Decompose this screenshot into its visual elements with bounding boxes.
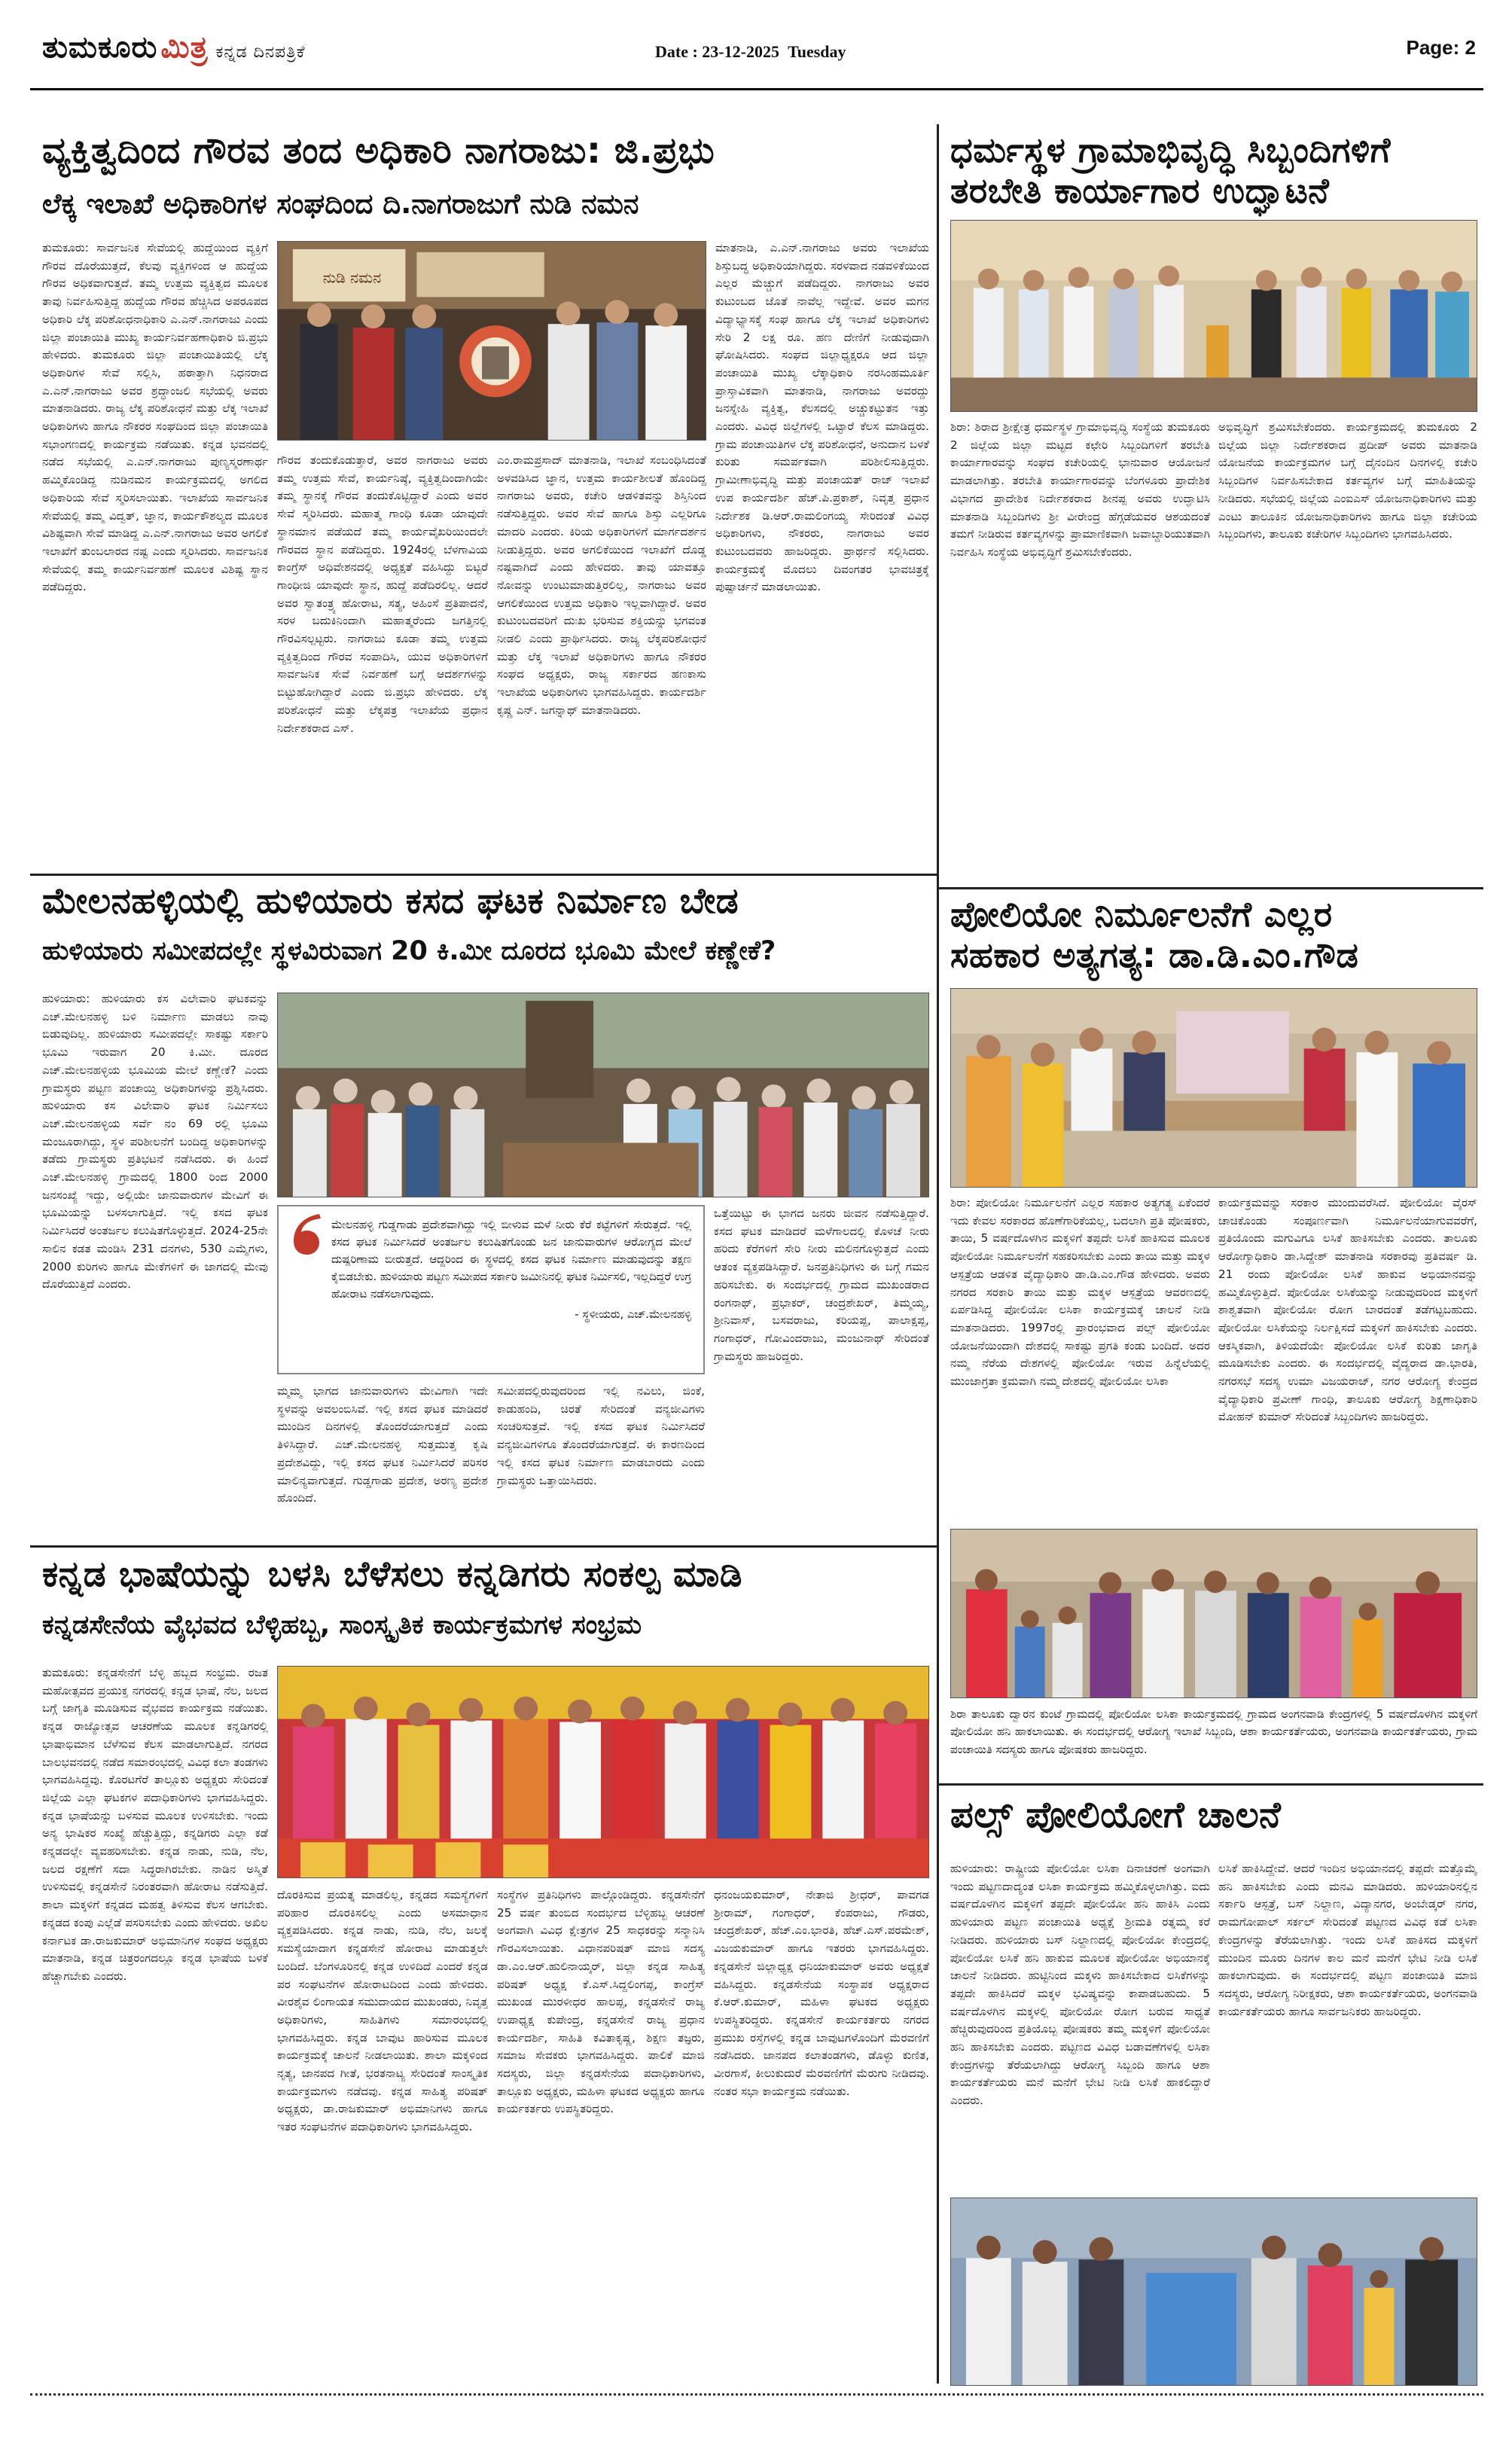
section-divider <box>939 887 1483 889</box>
photo-pulse-polio-launch <box>950 2198 1477 2386</box>
photo-caption: ಶಿರಾ ತಾಲೂಕು ದ್ವಾರನ ಕುಂಟೆ ಗ್ರಾಮದಲ್ಲಿ ಪೋಲಿಯೋ ಲಸಿಕಾ ಕಾರ್ಯಕ್ರಮದಲ್ಲಿ ಗ್ರಾಮದ ಅಂಗನವಾಡಿ ಕೇಂದ್ರಗಳಲ್ಲಿ 5 ವರ್ಷದೊಳಗಿನ ಮಕ್ಕಳಿಗೆ ಪೋಲಿಯೋ ಹನಿ ಹಾಕಲಾಯಿತು. ಈ ಸಂದರ್ಭದಲ್ಲಿ ಆರೋಗ್ಯ ಇಲಾಖೆ ಸಿಬ್ಬಂದಿ, ಆಶಾ ಕಾರ್ಯಕರ್ತೆಯರು, ಅಂಗನವಾಡಿ ಕಾರ್ಯಕರ್ತೆಯರು, ಗ್ರಾಮ ಪಂಚಾಯಿತಿ ಸದಸ್ಯರು ಹಾಗೂ ಪೋಷಕರು ಹಾಜರಿದ್ದರು. <box>950 1707 1477 1756</box>
article-column: ಸಮೀಪದಲ್ಲಿರುವುದರಿಂದ ಇಲ್ಲಿ ನವಿಲು, ಜಿಂಕೆ, ಕಾಡುಹಂದಿ, ಚಿರತೆ ಸೇರಿದಂತೆ ವನ್ಯಜೀವಿಗಳು ಸಂಚರಿಸುತ್ತವೆ. ಇಲ್ಲಿ ಕಸದ ಘಟಕ ನಿರ್ಮಿಸಿದರೆ ವನ್ಯಜೀವಿಗಳಿಗೂ ತೊಂದರೆಯಾಗುತ್ತದೆ. ಈ ಕಾರಣದಿಂದ ಇಲ್ಲಿ ಕಸದ ಘಟಕ ನಿರ್ಮಾಣ ಮಾಡಬಾರದು ಎಂದು ಗ್ರಾಮಸ್ಥರು ಒತ್ತಾಯಿಸಿದರು. <box>497 1384 705 1487</box>
article-column: ಶಿರಾ: ಪೋಲಿಯೋ ನಿರ್ಮೂಲನೆಗೆ ಎಲ್ಲರ ಸಹಕಾರ ಅತ್ಯಗತ್ಯ ಏಕೆಂದರೆ ಇದು ಕೇವಲ ಸರಕಾರದ ಹೊಣೆಗಾರಿಕೆಯಲ್ಲ, ಬದಲಾಗಿ ಪ್ರತಿ ಪೋಷಕರು, ತಾಯಿ, 5 ವರ್ಷದೊಳಗಿನ ಮಕ್ಕಳಿಗೆ ತಪ್ಪದೇ ಲಸಿಕೆ ಹಾಕಿಸುವ ಮೂಲಕ ಪೋಲಿಯೋ ನಿರ್ಮೂಲನೆಗೆ ಸಹಕರಿಸಬೇಕು ಎಂದು ತಾಯಿ ಮತ್ತು ಮಕ್ಕಳ ಆಸ್ಪತ್ರೆಯ ಆಡಳಿತ ವೈದ್ಯಾಧಿಕಾರಿ ಡಾ.ಡಿ.ಎಂ.ಗೌಡ ಹೇಳಿದರು. ಅವರು ನಗರದ ಸರಕಾರಿ ತಾಯಿ ಮತ್ತು ಮಕ್ಕಳ ಆಸ್ಪತ್ರೆಯ ಆವರಣದಲ್ಲಿ ಏರ್ಪಡಿಸಿದ್ದ ಪೋಲಿಯೋ ಲಸಿಕಾ ಕಾರ್ಯಕ್ರಮಕ್ಕೆ ಚಾಲನೆ ನೀಡಿ ಮಾತನಾಡಿದರು. 1997ರಲ್ಲಿ ಪ್ರಾರಂಭವಾದ ಪಲ್ಸ್ ಪೋಲಿಯೋ ಯೋಜನೆಯಿಂದಾಗಿ ದೇಶದಲ್ಲಿ ಸಾಕಷ್ಟು ಪ್ರಗತಿ ಕಂಡು ಬಂದಿದೆ. ಅದರ ನಮ್ಮ ನೆರೆಯ ದೇಶಗಳಲ್ಲಿ ಪೋಲಿಯೋ ಇರುವ ಹಿನ್ನೆಲೆಯಲ್ಲಿ ಮುಂಜಾಗ್ರತಾ ಕ್ರಮವಾಗಿ ನಮ್ಮ ದೇಶದಲ್ಲಿ ಪೋಲಿಯೋ ಲಸಿಕಾ <box>950 1196 1210 1389</box>
article-headline <box>950 130 1477 212</box>
article-column: ಲಸಿಕೆ ಹಾಕಿಸಿದ್ದೇವೆ. ಆದರೆ ಇಂದಿನ ಅಭಿಯಾನದಲ್ಲಿ ತಪ್ಪದೇ ಮತ್ತೊಮ್ಮೆ ಹನಿ ಹಾಕಿಸಬೇಕು ಎಂದು ಮನವಿ ಮಾಡಿದರು. ಹುಳಿಯಾರಿನಲ್ಲಿನ ಸರ್ಕಾರಿ ಆಸ್ಪತ್ರೆ, ಬಸ್ ನಿಲ್ದಾಣ, ವಿದ್ಯಾನಗರ, ಅಂಬೇಡ್ಕರ್ ನಗರ, ರಾಮಗೋಪಾಲ್ ಸರ್ಕಲ್ ಸೇರಿದಂತೆ ಪಟ್ಟಣದ ವಿವಿಧ ಕಡೆ ಲಸಿಕಾ ಕೇಂದ್ರಗಳನ್ನು ತೆರೆಯಲಾಗಿತ್ತು. ಇಂದು ಲಸಿಕೆ ಹಾಕಿಸದ ಮಕ್ಕಳಿಗೆ ಮುಂದಿನ ಮೂರು ದಿನಗಳ ಕಾಲ ಮನೆ ಮನೆಗೆ ಭೇಟಿ ನೀಡಿ ಲಸಿಕೆ ಹಾಕಲಾಗುವುದು. ಈ ಸಂದರ್ಭದಲ್ಲಿ ಪಟ್ಟಣ ಪಂಚಾಯಿತಿ ಮಾಜಿ ಸದಸ್ಯರು, ಆರೋಗ್ಯ ನಿರೀಕ್ಷಕರು, ಆಶಾ ಕಾರ್ಯಕರ್ತೆಯರು, ಅಂಗನವಾಡಿ ಕಾರ್ಯಕರ್ತೆಯರು ಹಾಗೂ ಸಾರ್ವಜನಿಕರು ಹಾಜರಿದ್ದರು. <box>1218 1862 1477 2018</box>
headline-line: ಧರ್ಮಸ್ಥಳ ಗ್ರಾಮಾಭಿವೃದ್ಧಿ ಸಿಬ್ಬಂದಿಗಳಿಗೆ <box>950 130 1391 170</box>
quote-mark-icon <box>289 1211 325 1256</box>
article-column: ಹುಳಿಯಾರು: ರಾಷ್ಟ್ರೀಯ ಪೋಲಿಯೋ ಲಸಿಕಾ ದಿನಾಚರಣೆ ಅಂಗವಾಗಿ ಇಂದು ಪಟ್ಟಣದಾದ್ಯಂತ ಲಸಿಕಾ ಕಾರ್ಯಕ್ರಮ ಹಮ್ಮಿಕೊಳ್ಳಲಾಗಿತ್ತು. ಐದು ವರ್ಷದೊಳಗಿನ ಮಕ್ಕಳಿಗೆ ತಪ್ಪದೇ ಪೋಲಿಯೋ ಹನಿ ಹಾಕಿಸಿ ಎಂದು ಹುಳಿಯಾರು ಪಟ್ಟಣ ಪಂಚಾಯಿತಿ ಅಧ್ಯಕ್ಷೆ ಶ್ರೀಮತಿ ರತ್ನಮ್ಮ ಕರೆ ನೀಡಿದರು. ಹುಳಿಯಾರು ಬಸ್ ನಿಲ್ದಾಣದಲ್ಲಿ ಪೋಲಿಯೋ ಕೇಂದ್ರದಲ್ಲಿ ಪೋಲಿಯೋ ಲಸಿಕೆ ಹನಿ ಹಾಕುವ ಮೂಲಕ ಪೋಲಿಯೋ ಅಭಿಯಾನಕ್ಕೆ ಚಾಲನೆ ನೀಡಿದರು. ಹುಟ್ಟಿನಿಂದ ಮಕ್ಕಳು ಹಾಕಿಸಬೇಕಾದ ಲಸಿಕೆಗಳನ್ನು ತಪ್ಪದೇ ಹಾಕಿಸಿದರೆ ಮಕ್ಕಳ ಭವಿಷ್ಯವನ್ನು ಕಾಪಾಡಬಹುದು. 5 ವರ್ಷದೊಳಗಿನ ಮಕ್ಕಳಲ್ಲಿ ಪೋಲಿಯೋ ರೋಗ ಬರುವ ಸಾಧ್ಯತೆ ಹೆಚ್ಚಿರುವುದರಿಂದ ಪ್ರತಿಯೊಬ್ಬ ಪೋಷಕರು ತಮ್ಮ ಮಕ್ಕಳಿಗೆ ಪೋಲಿಯೋ ಹನಿ ಹಾಕಿಸಬೇಕು ಎಂದರು. ಪಟ್ಟಣದ ವಿವಿಧ ಬಡಾವಣೆಗಳಲ್ಲಿ ಲಸಿಕಾ ಕೇಂದ್ರಗಳನ್ನು ತೆರೆಯಲಾಗಿದ್ದು ಆರೋಗ್ಯ ಸಿಬ್ಬಂದಿ ಹಾಗೂ ಆಶಾ ಕಾರ್ಯಕರ್ತೆಯರು ಮನೆ ಮನೆಗೆ ಭೇಟಿ ನೀಡಿ ಲಸಿಕೆ ಹಾಕಲಿದ್ದಾರೆ ಎಂದರು. <box>950 1862 1210 2108</box>
photo-kannada-sene-felicitation <box>277 1666 929 1878</box>
article-column: ಅಭಿವೃದ್ಧಿಗೆ ಶ್ರಮಿಸಬೇಕೆಂದರು. ಕಾರ್ಯಕ್ರಮದಲ್ಲಿ ತುಮಕೂರು 2 ಜಿಲ್ಲೆಯ ಜಿಲ್ಲಾ ನಿರ್ದೇಶಕರಾದ ಪ್ರದೀಪ್ ಅವರು ಮಾತನಾಡಿ ಯೋಜನೆಯ ಕಾರ್ಯಕ್ರಮಗಳ ಬಗ್ಗೆ ದೈನಂದಿನ ದಿನಗಳಲ್ಲಿ ಕಚೇರಿ ಸಿಬ್ಬಂದಿಗಳ ನಿರ್ವಹಿಸಬೇಕಾದ ಕರ್ತವ್ಯಗಳ ಬಗ್ಗೆ ಮಾಹಿತಿಯನ್ನು ನೀಡಿದರು. ಸಭೆಯಲ್ಲಿ ಜಿಲ್ಲೆಯ ಎಂಐಎಸ್ ಯೋಜನಾಧಿಕಾರಿಗಳು ಮತ್ತು ಎಂಟು ತಾಲೂಕಿನ ಯೋಜನಾಧಿಕಾರಿಗಳು ಹಾಗೂ ಜಿಲ್ಲಾ ಕಚೇರಿಯ ಸಿಬ್ಬಂದಿಗಳು, ತಾಲೂಕು ಕಚೇರಿಗಳ ಸಿಬ್ಬಂದಿಗಳು ಭಾಗವಹಿಸಿದರು. <box>1218 420 1477 541</box>
banner-text: ನುಡಿ ನಮನ <box>322 269 382 287</box>
photo-polio-launch <box>950 988 1477 1188</box>
date-label: Date : 23-12-2025 <box>655 42 779 61</box>
article-subheadline: ಹುಳಿಯಾರು ಸಮೀಪದಲ್ಲೇ ಸ್ಥಳವಿರುವಾಗ 20 ಕಿ.ಮೀ ದೂರದ ಭೂಮಿ ಮೇಲೆ ಕಣ್ಣೇಕೆ? <box>42 936 776 966</box>
masthead <box>30 0 1483 90</box>
article-column: ಮಾತನಾಡಿ, ಎ.ಎನ್.ನಾಗರಾಜು ಅವರು ಇಲಾಖೆಯ ಶಿಸ್ತುಬದ್ಧ ಅಧಿಕಾರಿಯಾಗಿದ್ದರು. ಸರಳವಾದ ನಡವಳಿಕೆಯಿಂದ ಎಲ್ಲರ ಮೆಚ್ಚುಗೆ ಪಡೆದಿದ್ದರು. ನಾಗರಾಜು ಅವರ ಕುಟುಂಬದ ಜೊತೆ ನಾವೆಲ್ಲ ಇದ್ದೇವೆ. ಅವರ ಮಗನ ವಿದ್ಯಾಭ್ಯಾಸಕ್ಕೆ ಸಂಘ ಹಾಗೂ ಲೆಕ್ಕ ಇಲಾಖೆ ಅಧಿಕಾರಿಗಳು ಸೇರಿ 2 ಲಕ್ಷ ರೂ. ಹಣ ದೇಣಿಗೆ ನೀಡುವುದಾಗಿ ಘೋಷಿಸಿದರು. ಸಂಘದ ಜಿಲ್ಲಾಧ್ಯಕ್ಷರೂ ಆದ ಜಿಲ್ಲಾ ಪಂಚಾಯಿತಿ ಮುಖ್ಯ ಲೆಕ್ಕಾಧಿಕಾರಿ ನರಸಿಂಹಮೂರ್ತಿ ಪ್ರಾಸ್ತಾವಿಕವಾಗಿ ಮಾತನಾಡಿ, ನಾಗರಾಜು ಅವರದ್ದು ಜನಸ್ನೇಹಿ ವ್ಯಕ್ತಿತ್ವ, ಕೆಲಸದಲ್ಲಿ ಅಚ್ಚುಕಟ್ಟುತನ ಇತ್ತು ಎಂದರು. ವಿವಿಧ ಜಿಲ್ಲೆಗಳಲ್ಲಿ ಒಟ್ಟಾರೆ ಕೆಲಸ ಮಾಡಿದ್ದರು. ಗ್ರಾಮ ಪಂಚಾಯಿತಿಗಳ ಲೆಕ್ಕ ಪರಿಶೋಧನೆ, ಅನುದಾನ ಬಳಕೆ ಕುರಿತು ಸಮರ್ಪಕವಾಗಿ ಪರಿಶೀಲಿಸುತ್ತಿದ್ದರು. ಗ್ರಾಮೀಣಾಭಿವೃದ್ಧಿ ಮತ್ತು ಪಂಚಾಯತ್ ರಾಜ್ ಇಲಾಖೆ ಉಪ ಕಾರ್ಯದರ್ಶಿ ಹೆಚ್.ಪಿ.ಪ್ರಕಾಶ್, ನಿವೃತ್ತ ಪ್ರಧಾನ ನಿರ್ದೇಶಕ ಡಿ.ಆರ್.ರಾಮಲಿಂಗಯ್ಯ ಸೇರಿದಂತೆ ವಿವಿಧ ಅಧಿಕಾರಿಗಳು, ನೌಕರರು, ನಾಗರಾಜು ಅವರ ಕುಟುಂಬದವರು ಹಾಜರಿದ್ದರು. ಪ್ರಾರ್ಥನೆ ಸಲ್ಲಿಸಿದರು. ಕಾರ್ಯಕ್ರಮಕ್ಕೆ ಮೊದಲು ದಿವಂಗತರ ಭಾವಚಿತ್ರಕ್ಕೆ ಪುಷ್ಪಾರ್ಚನೆ ಮಾಡಲಾಯಿತು. <box>715 241 929 594</box>
newspaper-subtitle: ಕನ್ನಡ ದಿನಪತ್ರಿಕೆ <box>215 43 306 62</box>
article-column: ಹುಳಿಯಾರು: ಹುಳಿಯಾರು ಕಸ ವಿಲೇವಾರಿ ಘಟಕವನ್ನು ಎಚ್.ಮೇಲನಹಳ್ಳಿ ಬಳಿ ನಿರ್ಮಾಣ ಮಾಡಲು ನಾವು ಬಿಡುವುದಿಲ್ಲ. ಹುಳಿಯಾರು ಸಮೀಪದಲ್ಲೇ ಸಾಕಷ್ಟು ಸರ್ಕಾರಿ ಭೂಮಿ ಇರುವಾಗ 20 ಕಿ.ಮೀ. ದೂರದ ಎಚ್.ಮೇಲನಹಳ್ಳಿಯ ಭೂಮಿಯ ಮೇಲೆ ಕಣ್ಣೇಕೆ? ಎಂದು ಗ್ರಾಮಸ್ಥರು ಪಟ್ಟಣ ಪಂಚಾಯ್ತಿ ಅಧಿಕಾರಿಗಳನ್ನು ಪ್ರಶ್ನಿಸಿದರು. ಹುಳಿಯಾರು ಕಸ ವಿಲೇವಾರಿ ಘಟಕ ನಿರ್ಮಿಸಲು ಎಚ್.ಮೇಲನಹಳ್ಳಿಯ ಸರ್ವೆ ನಂ 69 ರಲ್ಲಿ ಭೂಮಿ ಮಂಜೂರಾಗಿದ್ದು, ಸ್ಥಳ ಪರಿಶೀಲನೆಗೆ ಬಂದಿದ್ದ ಅಧಿಕಾರಿಗಳನ್ನು ತಡೆದು ಗ್ರಾಮಸ್ಥರು ಪ್ರತಿಭಟನೆ ನಡೆಸಿದರು. ಈ ಹಿಂದೆ ಎಚ್.ಮೇಲನಹಳ್ಳಿ ಗ್ರಾಮದಲ್ಲಿ 1800 ರಿಂದ 2000 ಜನಸಂಖ್ಯೆ ಇದ್ದು, ಅಲ್ಲಿಯೇ ಜಾನುವಾರುಗಳ ಮೇವಿಗೆ ಈ ಭೂಮಿಯನ್ನು ಬಳಸಲಾಗುತ್ತಿದೆ. ಇಲ್ಲಿ ಕಸದ ಘಟಕ ನಿರ್ಮಿಸಿದರೆ ಅಂತರ್ಜಲ ಕಲುಷಿತಗೊಳ್ಳುತ್ತದೆ. 2024-25ನೇ ಸಾಲಿನ ಕಡತ ಮಂಡಿಸಿ 231 ದನಗಳು, 530 ಎಮ್ಮೆಗಳು, 2000 ಕುರಿಗಳು ಹಾಗೂ ಮೇಕೆಗಳಿಗೆ ಈ ಜಾಗದಲ್ಲಿ ಮೇವು ದೊರೆಯುತ್ತಿದೆ ಎಂದರು. <box>42 992 268 1292</box>
photo-tribute-ceremony <box>277 241 706 441</box>
article-column: ದೊರಕಿಸುವ ಪ್ರಯತ್ನ ಮಾಡಲಿಲ್ಲ, ಕನ್ನಡದ ಸಮಸ್ಯೆಗಳಿಗೆ ಪರಿಹಾರ ದೊರಕಿಸಲಿಲ್ಲ ಎಂದು ಅಸಮಾಧಾನ ವ್ಯಕ್ತಪಡಿಸಿದರು. ಕನ್ನಡ ನಾಡು, ನುಡಿ, ನೆಲ, ಜಲಕ್ಕೆ ಸಮಸ್ಯೆಯಾದಾಗ ಕನ್ನಡಸೇನೆ ಹೋರಾಟ ಮಾಡುತ್ತಲೇ ಬಂದಿದೆ. ಬೆಂಗಳೂರಿನಲ್ಲಿ ಕನ್ನಡ ಉಳಿದಿದೆ ಎಂದರೆ ಕನ್ನಡ ಪರ ಸಂಘಟನೆಗಳ ಹೋರಾಟದಿಂದ ಎಂದು ಹೇಳಿದರು. ವೀರಶೈವ ಲಿಂಗಾಯತ ಸಮುದಾಯದ ಮುಖಂಡರು, ನಿವೃತ್ತ ಅಧಿಕಾರಿಗಳು, ಸಾಹಿತಿಗಳು ಸಮಾರಂಭದಲ್ಲಿ ಭಾಗವಹಿಸಿದ್ದರು. ಕನ್ನಡ ಬಾವುಟ ಹಾರಿಸುವ ಮೂಲಕ ಕಾರ್ಯಕ್ರಮಕ್ಕೆ ಚಾಲನೆ ನೀಡಲಾಯಿತು. ಶಾಲಾ ಮಕ್ಕಳಿಂದ ನೃತ್ಯ, ಜಾನಪದ ಗೀತೆ, ಭರತನಾಟ್ಯ ಸೇರಿದಂತೆ ಸಾಂಸ್ಕೃತಿಕ ಕಾರ್ಯಕ್ರಮಗಳು ನಡೆದವು. ಕನ್ನಡ ಸಾಹಿತ್ಯ ಪರಿಷತ್ ಅಧ್ಯಕ್ಷರು, ಡಾ.ರಾಜಕುಮಾರ್ ಅಭಿಮಾನಿಗಳು ಹಾಗೂ ಇತರ ಸಂಘಟನೆಗಳ ಪದಾಧಿಕಾರಿಗಳು ಭಾಗವಹಿಸಿದ್ದರು. <box>277 1888 488 2134</box>
newspaper-name <box>42 30 306 65</box>
article-column: ಒತ್ತೆಯಿಟ್ಟು ಈ ಭಾಗದ ಜನರು ಜೀವನ ನಡೆಸುತ್ತಿದ್ದಾರೆ. ಕಸದ ಘಟಕ ಮಾಡಿದರೆ ಮಳೆಗಾಲದಲ್ಲಿ ಕೊಳಚೆ ನೀರು ಹರಿದು ಕೆರೆಗಳಿಗೆ ಸೇರಿ ನೀರು ಮಲಿನಗೊಳ್ಳುತ್ತದೆ ಎಂದು ಆತಂಕ ವ್ಯಕ್ತಪಡಿಸಿದ್ದಾರೆ. ಜನಪ್ರತಿನಿಧಿಗಳು ಈ ಬಗ್ಗೆ ಗಮನ ಹರಿಸಬೇಕು. ಈ ಸಂದರ್ಭದಲ್ಲಿ ಗ್ರಾಮದ ಮುಖಂಡರಾದ ರಂಗನಾಥ್, ಪ್ರಭಾಕರ್, ಚಂದ್ರಶೇಖರ್, ತಿಮ್ಮಯ್ಯ, ಶ್ರೀನಿವಾಸ್, ಬಸವರಾಜು, ಕರಿಯಪ್ಪ, ಪಾಲಾಕ್ಷಪ್ಪ, ಗಂಗಾಧರ್, ಗೋವಿಂದರಾಜು, ಮಂಜುನಾಥ್ ಸೇರಿದಂತೆ ಗ್ರಾಮಸ್ಥರು ಹಾಜರಿದ್ದರು. <box>714 1206 929 1363</box>
photo-training-workshop <box>950 220 1477 412</box>
headline-line: ಸಹಕಾರ ಅತ್ಯಗತ್ಯ: ಡಾ.ಡಿ.ಎಂ.ಗೌಡ <box>950 935 1359 976</box>
quote-box <box>277 1205 705 1374</box>
article-column: ಮ್ಮಮ್ಮ ಭಾಗದ ಜಾನುವಾರುಗಳು ಮೇವಿಗಾಗಿ ಇದೇ ಸ್ಥಳವನ್ನು ಅವಲಂಬಿಸಿವೆ. ಇಲ್ಲಿ ಕಸದ ಘಟಕ ಮಾಡಿದರೆ ಮುಂದಿನ ದಿನಗಳಲ್ಲಿ ತೊಂದರೆಯಾಗುತ್ತದೆ ಎಂದು ತಿಳಿಸಿದ್ದಾರೆ. ಎಚ್.ಮೇಲನಹಳ್ಳಿ ಸುತ್ತಮುತ್ತ ಕೃಷಿ ಪ್ರದೇಶವಿದ್ದು, ಇಲ್ಲಿ ಕಸದ ಘಟಕ ನಿರ್ಮಿಸಿದರೆ ಪರಿಸರ ಮಾಲಿನ್ಯವಾಗುತ್ತದೆ. ಗುಡ್ಡಗಾಡು ಪ್ರದೇಶ, ಅರಣ್ಯ ಪ್ರದೇಶ ಹೊಂದಿದೆ. <box>277 1384 488 1505</box>
headline-line: ತರಬೇತಿ ಕಾರ್ಯಾಗಾರ ಉದ್ಘಾಟನೆ <box>950 170 1330 212</box>
photo-protest-meeting <box>277 993 929 1197</box>
quote-text: ಮೇಲನಹಳ್ಳಿ ಗುಡ್ಡಗಾಡು ಪ್ರದೇಶವಾಗಿದ್ದು ಇಲ್ಲಿ ಬೀಳುವ ಮಳೆ ನೀರು ಕೆರೆ ಕಟ್ಟೆಗಳಿಗೆ ಸೇರುತ್ತದೆ. ಇಲ್ಲಿ ಕಸದ ಘಟಕ ನಿರ್ಮಿಸಿದರೆ ಅಂತರ್ಜಲ ಕಲುಷಿತಗೊಂಡು ಜನ ಜಾನುವಾರುಗಳ ಆರೋಗ್ಯದ ಮೇಲೆ ದುಷ್ಪರಿಣಾಮ ಬೀರುತ್ತದೆ. ಆದ್ದರಿಂದ ಈ ಸ್ಥಳದಲ್ಲಿ ಕಸದ ಘಟಕ ನಿರ್ಮಾಣ ಮಾಡುವುದನ್ನು ತಕ್ಷಣ ಕೈಬಿಡಬೇಕು. ಹುಳಿಯಾರು ಪಟ್ಟಣ ಸಮೀಪದ ಸರ್ಕಾರಿ ಜಮೀನಿನಲ್ಲಿ ಘಟಕ ನಿರ್ಮಿಸಲಿ, ಇಲ್ಲದಿದ್ದರೆ ಉಗ್ರ ಹೋರಾಟ ನಡೆಸಲಾಗುವುದು. <box>331 1218 691 1301</box>
page-bottom-rule <box>30 2393 1483 2396</box>
article-column: ತುಮಕೂರು: ಕನ್ನಡಸೇನೆಗೆ ಬೆಳ್ಳಿ ಹಬ್ಬದ ಸಂಭ್ರಮ. ರಜತ ಮಹೋತ್ಸವದ ಪ್ರಯುಕ್ತ ನಗರದಲ್ಲಿ ಕನ್ನಡ ಭಾಷೆ, ನೆಲ, ಜಲದ ಬಗ್ಗೆ ಜಾಗೃತಿ ಮೂಡಿಸುವ ವೈಭವದ ಕಾರ್ಯಕ್ರಮ ನಡೆಯಿತು. ಕನ್ನಡ ರಾಜ್ಯೋತ್ಸವ ಆಚರಣೆಯ ಮೂಲಕ ಕನ್ನಡಿಗರಲ್ಲಿ ಭಾಷಾಭಿಮಾನ ಬೆಳೆಸುವ ಕೆಲಸ ಮಾಡಲಾಗುತ್ತಿದೆ. ನಗರದ ಬಾಲಭವನದಲ್ಲಿ ನಡೆದ ಸಮಾರಂಭದಲ್ಲಿ ವಿವಿಧ ಕಲಾ ತಂಡಗಳು ಭಾಗವಹಿಸಿದ್ದವು. ಕೊರಟಗೆರೆ ತಾಲ್ಲೂಕು ಅಧ್ಯಕ್ಷರು ಸೇರಿದಂತೆ ಜಿಲ್ಲೆಯ ಎಲ್ಲಾ ಘಟಕಗಳ ಪದಾಧಿಕಾರಿಗಳು ಭಾಗವಹಿಸಿದ್ದರು. ಕನ್ನಡ ಭಾಷೆಯನ್ನು ಬಳಸುವ ಮೂಲಕ ಉಳಿಸಬೇಕು. ಇಂದು ಅನ್ಯ ಭಾಷಿಕರ ಸಂಖ್ಯೆ ಹೆಚ್ಚುತ್ತಿದ್ದು, ಕನ್ನಡಿಗರು ಎಲ್ಲಾ ಕಡೆ ಕನ್ನಡದಲ್ಲೇ ವ್ಯವಹರಿಸಬೇಕು. ಕನ್ನಡ ನಾಡು, ನುಡಿ, ನೆಲ, ಜಲದ ರಕ್ಷಣೆಗೆ ಸದಾ ಸಿದ್ಧರಾಗಿರಬೇಕು. ನಾಡಿನ ಅಸ್ಮಿತೆ ಉಳಿಸುವಲ್ಲಿ ಕನ್ನಡಸೇನೆ ನಿರಂತರವಾಗಿ ಹೋರಾಟ ನಡೆಸುತ್ತಿದೆ. ಶಾಲಾ ಮಕ್ಕಳಿಗೆ ಕನ್ನಡದ ಮಹತ್ವ ತಿಳಿಸುವ ಕೆಲಸ ಆಗಬೇಕು. ಕನ್ನಡದ ಕಂಪು ಎಲ್ಲೆಡೆ ಪಸರಿಸಬೇಕು ಎಂದು ಹೇಳಿದರು. ಅಖಿಲ ಕರ್ನಾಟಕ ಡಾ.ರಾಜಕುಮಾರ್ ಅಭಿಮಾನಿಗಳ ಸಂಘದ ಅಧ್ಯಕ್ಷರು ಮಾತನಾಡಿ, ಕನ್ನಡ ಚಿತ್ರರಂಗದಲ್ಲೂ ಕನ್ನಡ ಭಾಷೆಯ ಬಳಕೆ ಹೆಚ್ಚಾಗಬೇಕು ಎಂದರು. <box>42 1666 268 1983</box>
article-column: ಕಾರ್ಯಕ್ರಮವನ್ನು ಸರಕಾರ ಮುಂದುವರೆಸಿದೆ. ಪೋಲಿಯೋ ವೈರಸ್ ಚಾಚಿಕೊಂಡು ಸಂಪೂರ್ಣವಾಗಿ ನಿರ್ಮೂಲನೆಯಾಗುವವರೆಗೆ, ಪ್ರತಿಯೊಂದು ಮಗುವಿಗೂ ಲಸಿಕೆ ಹಾಕಿಸಬೇಕು ಎಂದರು. ತಾಲೂಕು ಆರೋಗ್ಯಾಧಿಕಾರಿ ಡಾ.ಸಿದ್ದೇಶ್ ಮಾತನಾಡಿ ಸರಕಾರವು ಪ್ರತಿವರ್ಷ ಡಿ. 21 ರಂದು ಪೋಲಿಯೋ ಲಸಿಕೆ ಹಾಕುವ ಅಭಿಯಾನವನ್ನು ಹಮ್ಮಿಕೊಳ್ಳುತ್ತಿದೆ. ಪೋಲಿಯೋ ಲಸಿಕೆಯನ್ನು ನೀಡುವುದರಿಂದ ಮಕ್ಕಳಿಗೆ ಶಾಶ್ವತವಾಗಿ ಪೋಲಿಯೋ ರೋಗ ಬಾರದಂತೆ ತಡೆಗಟ್ಟಬಹುದು. ಪೋಲಿಯೋ ಲಸಿಕೆಯನ್ನು ನಿರ್ಲಕ್ಷಿಸದೆ ಮಕ್ಕಳಿಗೆ ಹಾಕಿಸಬೇಕು ಎಂದರು. ಆಕಸ್ಮಿಕವಾಗಿ, ತಿಳಿಯದೆಯೇ ಪೋಲಿಯೋ ಲಸಿಕೆ ಕುರಿತು ಜಾಗೃತಿ ಮೂಡಿಸಬೇಕು ಎಂದರು. ಈ ಸಂದರ್ಭದಲ್ಲಿ ವೈದ್ಯರಾದ ಡಾ.ಭಾರತಿ, ನಗರಸಭೆ ಸದಸ್ಯ ಉಮಾ ವಿಜಯರಾಜ್, ನಗರ ಆರೋಗ್ಯ ಕೇಂದ್ರದ ವೈದ್ಯಾಧಿಕಾರಿ ಪ್ರವೀಣ್ ಗಾಂಧಿ, ತಾಲೂಕು ಆರೋಗ್ಯ ಶಿಕ್ಷಣಾಧಿಕಾರಿ ಮೋಹನ್ ಕುಮಾರ್ ಸೇರಿದಂತೆ ಸಿಬ್ಬಂದಿಗಳು ಹಾಜರಿದ್ದರು. <box>1218 1196 1477 1424</box>
article-headline <box>950 896 1477 974</box>
article-column: ತುಮಕೂರು: ಸಾರ್ವಜನಿಕ ಸೇವೆಯಲ್ಲಿ ಹುದ್ದೆಯಿಂದ ವ್ಯಕ್ತಿಗೆ ಗೌರವ ದೊರೆಯುತ್ತದೆ, ಕೆಲವು ವ್ಯಕ್ತಿಗಳಿಂದ ಆ ಹುದ್ದೆಯ ಗೌರವ ಅಧಿಕವಾಗುತ್ತದೆ. ತಮ್ಮ ಉತ್ತಮ ವ್ಯಕ್ತಿತ್ವದ ಮೂಲಕ ತಾವು ನಿರ್ವಹಿಸುತ್ತಿದ್ದ ಹುದ್ದೆಯ ಗೌರವ ಹೆಚ್ಚಿಸಿದ ಅಪರೂಪದ ಅಧಿಕಾರಿ ಲೆಕ್ಕ ಪರಿಶೋಧನಾಧಿಕಾರಿ ಎ.ಎನ್.ನಾಗರಾಜು ಎಂದು ಜಿಲ್ಲಾ ಪಂಚಾಯಿತಿ ಮುಖ್ಯ ಕಾರ್ಯನಿರ್ವಹಣಾಧಿಕಾರಿ ಜಿ.ಪ್ರಭು ಹೇಳಿದರು. ತುಮಕೂರು ಜಿಲ್ಲಾ ಪಂಚಾಯಿತಿಯಲ್ಲಿ ಲೆಕ್ಕ ಅಧಿಕಾರಿಗಳ ಸೇವೆ ಸಲ್ಲಿಸಿ, ಹಠಾತ್ತಾಗಿ ನಿಧನರಾದ ಎ.ಎನ್.ನಾಗರಾಜು ಅವರ ಶ್ರದ್ಧಾಂಜಲಿ ಸಭೆಯಲ್ಲಿ ಅವರು ಮಾತನಾಡಿದರು. ರಾಜ್ಯ ಲೆಕ್ಕ ಪರಿಶೋಧನೆ ಮತ್ತು ಲೆಕ್ಕ ಇಲಾಖೆ ಅಧಿಕಾರಿಗಳು ಹಾಗೂ ನೌಕರರ ಸಂಘದಿಂದ ಜಿಲ್ಲಾ ಪಂಚಾಯಿತಿ ಸಭಾಂಗಣದಲ್ಲಿ ಕಾರ್ಯಕ್ರಮ ನಡೆಯಿತು. ಕನ್ನಡ ಭವನದಲ್ಲಿ ನಡೆದ ಸಭೆಯಲ್ಲಿ ಎ.ಎನ್.ನಾಗರಾಜು ಪುಣ್ಯಸ್ಮರಣಾರ್ಥ ಹಮ್ಮಿಕೊಂಡಿದ್ದ ನುಡಿನಮನ ಕಾರ್ಯಕ್ರಮದಲ್ಲಿ ಅಗಲಿದ ಅಧಿಕಾರಿಯ ಸೇವೆ ಸ್ಮರಿಸಲಾಯಿತು. ಇಲಾಖೆಯ ಸಾರ್ವಜನಿಕ ಸೇವೆಯಲ್ಲಿ ತಮ್ಮ ವಿದ್ವತ್, ಜ್ಞಾನ, ಕಾರ್ಯಕೌಶಲ್ಯದ ಮೂಲಕ ವಿಶಿಷ್ಟವಾಗಿ ಸೇವೆ ಮಾಡಿದ್ದ ಎ.ಎನ್.ನಾಗರಾಜು ಅವರ ಅಗಲಿಕೆ ಇಲಾಖೆಗೆ ತುಂಬಲಾರದ ನಷ್ಟ ಎಂದು ಸ್ಮರಿಸಿದರು. ಸಾರ್ವಜನಿಕ ಸೇವೆಯಲ್ಲಿ ತಮ್ಮ ಕಾರ್ಯನಿರ್ವಹಣೆ ಮೂಲಕ ವಿಶಿಷ್ಟ ಸ್ಥಾನ ಪಡೆದಿದ್ದರು. <box>42 241 268 594</box>
section-divider <box>30 1545 937 1548</box>
article-column: ಧನಂಜಯಕುಮಾರ್, ನೇತಾಜಿ ಶ್ರೀಧರ್, ಪಾವಗಡ ಶ್ರೀರಾಮ್, ಗಂಗಾಧರ್, ಕೆಂಪರಾಜು, ಗೌಡರು, ಚಂದ್ರಶೇಖರ್, ಹೆಚ್.ಎಂ.ಭಾರತಿ, ಹೆಚ್.ಎಸ್.ಪರಮೇಶ್, ವಿಜಯಕುಮಾರ್ ಹಾಗೂ ಇತರರು ಭಾಗವಹಿಸಿದ್ದರು. ಕನ್ನಡಸೇನೆ ಜಿಲ್ಲಾಧ್ಯಕ್ಷ ಧನಿಯಾಕುಮಾರ್ ಅವರು ಅಧ್ಯಕ್ಷತೆ ವಹಿಸಿದ್ದರು. ಕನ್ನಡಸೇನೆಯ ಸಂಸ್ಥಾಪಕ ಅಧ್ಯಕ್ಷರಾದ ಕೆ.ಆರ್.ಕುಮಾರ್, ಮಹಿಳಾ ಘಟಕದ ಅಧ್ಯಕ್ಷರು ಉಪಸ್ಥಿತರಿದ್ದರು. ಕನ್ನಡಸೇನೆ ಕಾರ್ಯಕರ್ತರು ನಗರದ ಪ್ರಮುಖ ರಸ್ತೆಗಳಲ್ಲಿ ಕನ್ನಡ ಬಾವುಟಗಳೊಂದಿಗೆ ಮೆರವಣಿಗೆ ನಡೆಸಿದರು. ಜಾನಪದ ಕಲಾತಂಡಗಳು, ಡೊಳ್ಳು ಕುಣಿತ, ವೀರಗಾಸೆ, ಕೀಲುಕುದುರೆ ಮೆರವಣಿಗೆಗೆ ಮೆರುಗು ನೀಡಿದವು. ನಂತರ ಸಭಾ ಕಾರ್ಯಕ್ರಮ ನಡೆಯಿತು. <box>714 1888 929 2098</box>
headline-line: ಪೋಲಿಯೋ ನಿರ್ಮೂಲನೆಗೆ ಎಲ್ಲರ <box>950 894 1333 935</box>
article-headline: ವ್ಯಕ್ತಿತ್ವದಿಂದ ಗೌರವ ತಂದ ಅಧಿಕಾರಿ ನಾಗರಾಜು: ಜಿ.ಪ್ರಭು <box>42 130 715 172</box>
section-divider <box>939 1783 1483 1786</box>
photo-polio-kunte-village <box>950 1529 1477 1698</box>
article-headline: ಮೇಲನಹಳ್ಳಿಯಲ್ಲಿ ಹುಳಿಯಾರು ಕಸದ ಘಟಕ ನಿರ್ಮಾಣ ಬೇಡ <box>42 880 739 922</box>
day-label: Tuesday <box>788 42 846 61</box>
article-headline: ಕನ್ನಡ ಭಾಷೆಯನ್ನು ಬಳಸಿ ಬೆಳೆಸಲು ಕನ್ನಡಿಗರು ಸಂಕಲ್ಪ ಮಾಡಿ <box>42 1554 742 1595</box>
article-column: ಸಂಸ್ಥೆಗಳ ಪ್ರತಿನಿಧಿಗಳು ಪಾಲ್ಗೊಂಡಿದ್ದರು. ಕನ್ನಡಸೇನೆಗೆ 25 ವರ್ಷ ತುಂಬಿದ ಸಂದರ್ಭದ ಬೆಳ್ಳಿಹಬ್ಬ ಆಚರಣೆ ಅಂಗವಾಗಿ ವಿವಿಧ ಕ್ಷೇತ್ರಗಳ 25 ಸಾಧಕರನ್ನು ಸನ್ಮಾನಿಸಿ ಗೌರವಿಸಲಾಯಿತು. ವಿಧಾನಪರಿಷತ್ ಮಾಜಿ ಸದಸ್ಯ ಡಾ.ಎಂ.ಆರ್.ಹುಲಿನಾಯ್ಕರ್, ಜಿಲ್ಲಾ ಕನ್ನಡ ಸಾಹಿತ್ಯ ಪರಿಷತ್ ಅಧ್ಯಕ್ಷ ಕೆ.ಎಸ್.ಸಿದ್ದಲಿಂಗಪ್ಪ, ಕಾಂಗ್ರೆಸ್ ಮುಖಂಡ ಮುರಳೀಧರ ಹಾಲಪ್ಪ, ಕನ್ನಡಸೇನೆ ರಾಜ್ಯ ಉಪಾಧ್ಯಕ್ಷ ಕುಪೇಂದ್ರ, ಕನ್ನಡಸೇನೆ ರಾಜ್ಯ ಪ್ರಧಾನ ಕಾರ್ಯದರ್ಶಿ, ಸಾಹಿತಿ ಕವಿತಾಕೃಷ್ಣ, ಶಿಕ್ಷಣ ತಜ್ಞರು, ಸಮಾಜ ಸೇವಕರು ಭಾಗವಹಿಸಿದ್ದರು. ಪಾಲಿಕೆ ಮಾಜಿ ಸದಸ್ಯರು, ಜಿಲ್ಲಾ ಕನ್ನಡಸೇನೆಯ ಪದಾಧಿಕಾರಿಗಳು, ತಾಲ್ಲೂಕು ಅಧ್ಯಕ್ಷರು, ಮಹಿಳಾ ಘಟಕದ ಅಧ್ಯಕ್ಷರು ಹಾಗೂ ಕಾರ್ಯಕರ್ತರು ಉಪಸ್ಥಿತರಿದ್ದರು. <box>497 1888 705 2116</box>
article-column: ಗೌರವ ತಂದುಕೊಡುತ್ತಾರೆ, ಅವರ ನಾಗರಾಜು ಅವರು ತಮ್ಮ ಉತ್ತಮ ಸೇವೆ, ಕಾರ್ಯನಿಷ್ಠೆ, ವ್ಯಕ್ತಿತ್ವದಿಂದಾಗಿಯೇ ತಮ್ಮ ಸ್ಥಾನಕ್ಕೆ ಗೌರವ ತಂದುಕೊಟ್ಟಿದ್ದಾರೆ ಎಂದು ಅವರ ಸೇವೆ ಸ್ಮರಿಸಿದರು. ಮಹಾತ್ಮ ಗಾಂಧಿ ಕೂಡಾ ಯಾವುದೇ ಸ್ಥಾನಮಾನ ಪಡೆಯದೆ ತಮ್ಮ ಕಾರ್ಯವೈಖರಿಯಿಂದಲೇ ಗೌರವದ ಸ್ಥಾನ ಪಡೆದಿದ್ದರು. 1924ರಲ್ಲಿ ಬೆಳಗಾವಿಯ ಕಾಂಗ್ರೆಸ್ ಅಧಿವೇಶನದಲ್ಲಿ ಅಧ್ಯಕ್ಷತೆ ವಹಿಸಿದ್ದು ಬಿಟ್ಟರೆ ಗಾಂಧೀಜಿ ಯಾವುದೇ ಸ್ಥಾನ, ಹುದ್ದೆ ಪಡೆದಿರಲಿಲ್ಲ. ಆದರೆ ಅವರ ಸ್ವಾತಂತ್ರ್ಯ ಹೋರಾಟ, ಸತ್ಯ, ಅಹಿಂಸೆ ಪ್ರತಿಪಾದನೆ, ಸರಳ ಬದುಕಿನಿಂದಾಗಿ ಮಹಾತ್ಮರೆಂದು ಜಗತ್ತಿನಲ್ಲಿ ಗೌರವಿಸಲ್ಪಟ್ಟರು. ನಾಗರಾಜು ಕೂಡಾ ತಮ್ಮ ಉತ್ತಮ ವ್ಯಕ್ತಿತ್ವದಿಂದ ಗೌರವ ಸಂಪಾದಿಸಿ, ಯುವ ಅಧಿಕಾರಿಗಳಿಗೆ ಸಾರ್ವಜನಿಕ ಸೇವೆ ನಿರ್ವಹಣೆ ಬಗ್ಗೆ ಆದರ್ಶಗಳನ್ನು ಬಿಟ್ಟುಹೋಗಿದ್ದಾರೆ ಎಂದು ಜಿ.ಪ್ರಭು ಹೇಳಿದರು. ಲೆಕ್ಕ ಪರಿಶೋಧನೆ ಮತ್ತು ಲೆಕ್ಕಪತ್ರ ಇಲಾಖೆಯ ಪ್ರಧಾನ ನಿರ್ದೇಶಕರಾದ ಎಸ್. <box>277 453 488 735</box>
newspaper-name-part1: ತುಮಕೂರು <box>42 30 158 65</box>
issue-date <box>655 42 851 62</box>
quote-signature: - ಸ್ಥಳೀಯರು, ಎಚ್.ಮೇಲನಹಳ್ಳಿ <box>575 1307 691 1321</box>
article-subheadline: ಕನ್ನಡಸೇನೆಯ ವೈಭವದ ಬೆಳ್ಳಿಹಬ್ಬ, ಸಾಂಸ್ಕೃತಿಕ ಕಾರ್ಯಕ್ರಮಗಳ ಸಂಭ್ರಮ <box>42 1610 642 1640</box>
article-column: ಎಂ.ರಾಮಪ್ರಸಾದ್ ಮಾತನಾಡಿ, ಇಲಾಖೆ ಸಂಬಂಧಿಸಿದಂತೆ ಅಳವಡಿಸಿದ ಜ್ಞಾನ, ಉತ್ತಮ ಕಾರ್ಯಶೀಲತೆ ಹೊಂದಿದ್ದ ನಾಗರಾಜು ಅವರು, ಕಚೇರಿ ಆಡಳಿತವನ್ನು ಶಿಸ್ತಿನಿಂದ ನಡೆಸುತ್ತಿದ್ದರು. ಅವರ ಸೇವೆ ಹಾಗೂ ಶಿಸ್ತು ಎಲ್ಲರಿಗೂ ಮಾದರಿ ಎಂದರು. ಕಿರಿಯ ಅಧಿಕಾರಿಗಳಿಗೆ ಮಾರ್ಗದರ್ಶನ ನೀಡುತ್ತಿದ್ದರು. ಅವರ ಅಗಲಿಕೆಯಿಂದ ಇಲಾಖೆಗೆ ದೊಡ್ಡ ನಷ್ಟವಾಗಿದೆ ಎಂದು ಹೇಳಿದರು. ತಾವು ಯಾವತ್ತೂ ನೋವನ್ನು ಉಂಟುಮಾಡುತ್ತಿರಲಿಲ್ಲ, ನಾಗರಾಜು ಅವರ ಆಗಲಿಕೆಯಿಂದ ಉತ್ತಮ ಅಧಿಕಾರಿ ಇಲ್ಲವಾಗಿದ್ದಾರೆ. ಅವರ ಕುಟುಂಬದವರಿಗೆ ದುಃಖ ಭರಿಸುವ ಶಕ್ತಿಯನ್ನು ಭಗವಂತ ನೀಡಲಿ ಎಂದು ಪ್ರಾರ್ಥಿಸಿದರು. ರಾಜ್ಯ ಲೆಕ್ಕಪರಿಶೋಧನೆ ಮತ್ತು ಲೆಕ್ಕ ಇಲಾಖೆ ಅಧಿಕಾರಿಗಳು ಹಾಗೂ ನೌಕರರ ಸಂಘದ ಅಧ್ಯಕ್ಷರು, ರಾಜ್ಯ ಸರ್ಕಾರದ ಹಣಕಾಸು ಇಲಾಖೆಯ ಅಧಿಕಾರಿಗಳು ಭಾಗವಹಿಸಿದ್ದರು. ಕಾರ್ಯದರ್ಶಿ ಕೃಷ್ಣ ಎನ್. ಜಗನ್ನಾಥ್ ಮಾತನಾಡಿದರು. <box>497 453 706 717</box>
newspaper-name-part2: ಮಿತ್ರ <box>160 30 209 65</box>
article-headline: ಪಲ್ಸ್ ಪೋಲಿಯೋಗೆ ಚಾಲನೆ <box>950 1794 1282 1836</box>
column-divider <box>937 124 939 2384</box>
section-divider <box>30 874 937 876</box>
page-number: Page: 2 <box>1406 36 1476 59</box>
article-subheadline: ಲೆಕ್ಕ ಇಲಾಖೆ ಅಧಿಕಾರಿಗಳ ಸಂಘದಿಂದ ದಿ.ನಾಗರಾಜುಗೆ ನುಡಿ ನಮನ <box>42 188 639 220</box>
article-column: ಶಿರಾ: ಶಿರಾದ ಶ್ರೀಕ್ಷೇತ್ರ ಧರ್ಮಸ್ಥಳ ಗ್ರಾಮಾಭಿವೃದ್ಧಿ ಸಂಸ್ಥೆಯ ತುಮಕೂರು 2 ಜಿಲ್ಲೆಯ ಜಿಲ್ಲಾ ಮಟ್ಟದ ಕಛೇರಿ ಸಿಬ್ಬಂದಿಗಳಿಗೆ ತರಬೇತಿ ಕಾರ್ಯಾಗಾರವನ್ನು ಸಂಘದ ಕಚೇರಿಯಲ್ಲಿ ಭಾನುವಾರ ಆಯೋಜನೆ ಮಾಡಲಾಗಿತ್ತು. ತರಬೇತಿ ಕಾರ್ಯಾಗಾರವನ್ನು ಬೆಂಗಳೂರು ಪ್ರಾದೇಶಿಕ ವಿಭಾಗದ ಪ್ರಾದೇಶಿಕ ನಿರ್ದೇಶಕರಾದ ಶೀನಪ್ಪ ಅವರು ಉದ್ಘಾಟಿಸಿ ಮಾತನಾಡಿ ಸಿಬ್ಬಂದಿಗಳು ಶ್ರೀ ವೀರೇಂದ್ರ ಹೆಗ್ಗಡೆಯವರ ಆಶಯದಂತೆ ತಮಗೆ ನೀಡಿರುವ ಕರ್ತವ್ಯಗಳನ್ನು ಪ್ರಾಮಾಣಿಕವಾಗಿ ಜವಾಬ್ದಾರಿಯುತವಾಗಿ ನಿರ್ವಹಿಸಿ ಸಂಸ್ಥೆಯ ಅಭಿವೃದ್ಧಿಗೆ ಶ್ರಮಿಸಬೇಕೆಂದರು. <box>950 420 1210 559</box>
